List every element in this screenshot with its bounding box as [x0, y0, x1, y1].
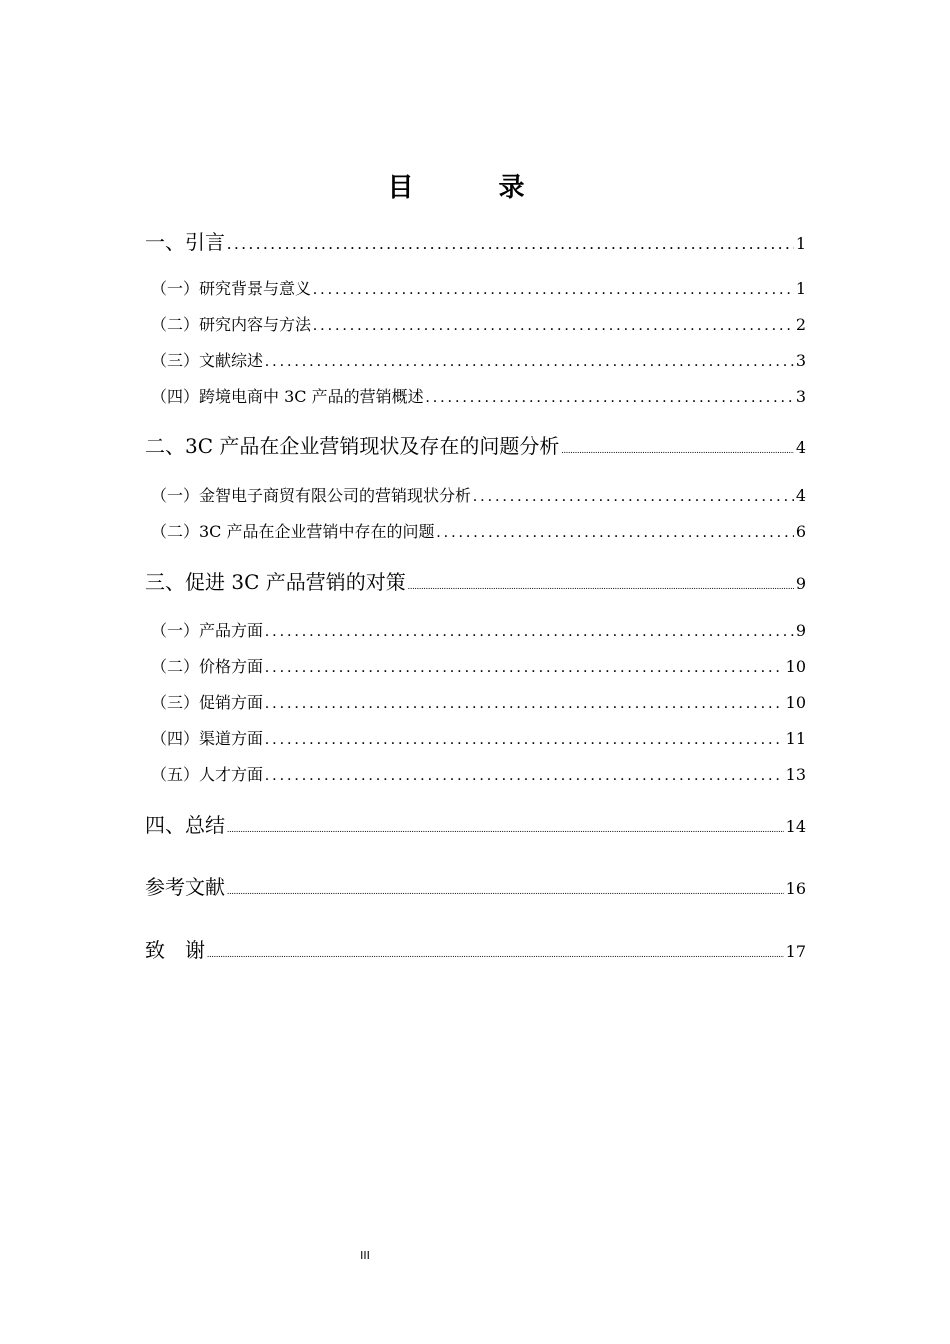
toc-entry-label: 四、总结	[145, 813, 225, 837]
toc-entry-countermeasures[interactable]	[145, 566, 806, 595]
toc-entry-acknowledgement[interactable]	[145, 934, 806, 963]
toc-entry-label: （二）研究内容与方法	[151, 315, 312, 334]
dot-leader	[265, 353, 794, 371]
toc-entry-price[interactable]	[151, 654, 806, 677]
toc-entry-label: （四）跨境电商中 3C 产品的营销概述	[151, 387, 424, 406]
toc-entry-page: 10	[785, 657, 806, 676]
toc-entry-page: 11	[785, 729, 806, 748]
toc-entry-label: （一）金智电子商贸有限公司的营销现状分析	[151, 486, 472, 505]
toc-entry-label: （一）产品方面	[151, 621, 264, 640]
toc-entry-status-problems[interactable]	[145, 430, 806, 459]
toc-entry-label: （二）3C 产品在企业营销中存在的问题	[151, 522, 435, 541]
dot-leader	[408, 581, 794, 591]
toc-entry-label: 参考文献	[145, 875, 225, 899]
page-number-footer: III	[360, 1249, 370, 1262]
toc-entry-page: 2	[795, 315, 806, 334]
toc-entry-page: 13	[785, 765, 806, 784]
toc-entry-label: 三、促进 3C 产品营销的对策	[145, 570, 406, 594]
toc-entry-page: 14	[785, 817, 806, 836]
dot-leader	[265, 731, 784, 749]
toc-entry-page: 1	[795, 279, 806, 298]
dot-leader	[561, 445, 793, 455]
toc-entry-talent[interactable]	[151, 762, 806, 785]
toc-entry-page: 16	[785, 879, 806, 898]
toc-entry-literature[interactable]	[151, 348, 806, 371]
toc-entry-channel[interactable]	[151, 726, 806, 749]
dot-leader	[207, 949, 784, 959]
dot-leader	[265, 767, 784, 785]
toc-entry-product[interactable]	[151, 618, 806, 641]
dot-leader	[426, 389, 794, 407]
toc-entry-page: 4	[795, 438, 806, 457]
toc-entry-label: （三）文献综述	[151, 351, 264, 370]
toc-entry-label: （四）渠道方面	[151, 729, 264, 748]
toc-entry-page: 4	[795, 486, 806, 505]
toc-entry-summary[interactable]	[145, 809, 806, 838]
dot-leader	[227, 234, 794, 254]
toc-entry-page: 9	[795, 574, 806, 593]
dot-leader	[313, 317, 794, 335]
dot-leader	[265, 659, 784, 677]
toc-entry-problems[interactable]	[151, 519, 806, 542]
toc-entry-label: 一、引言	[145, 230, 225, 254]
dot-leader	[265, 623, 794, 641]
dot-leader	[473, 488, 794, 506]
toc-entry-label: （二）价格方面	[151, 657, 264, 676]
toc-entry-label: （三）促销方面	[151, 693, 264, 712]
toc-entry-label: 二、3C 产品在企业营销现状及存在的问题分析	[145, 434, 560, 458]
toc-entry-content-method[interactable]	[151, 312, 806, 335]
toc-entry-label: 致 谢	[145, 938, 205, 962]
toc-entry-page: 6	[795, 522, 806, 541]
toc-entry-overview[interactable]	[151, 384, 806, 407]
dot-leader	[227, 824, 784, 834]
toc-entry-page: 3	[795, 351, 806, 370]
dot-leader	[437, 524, 794, 542]
toc-entry-page: 1	[795, 234, 806, 253]
toc-entry-background[interactable]	[151, 276, 806, 299]
toc-entry-page: 10	[785, 693, 806, 712]
toc-entry-promotion[interactable]	[151, 690, 806, 713]
toc-entry-page: 17	[785, 942, 806, 961]
dot-leader	[313, 281, 794, 299]
toc-entry-page: 9	[795, 621, 806, 640]
dot-leader	[227, 886, 784, 896]
dot-leader	[265, 695, 784, 713]
toc-entry-label: （五）人才方面	[151, 765, 264, 784]
toc-entry-page: 3	[795, 387, 806, 406]
toc-entry-company-status[interactable]	[151, 483, 806, 506]
toc-entry-references[interactable]	[145, 871, 806, 900]
toc-entry-label: （一）研究背景与意义	[151, 279, 312, 298]
toc-title: 目 录	[387, 173, 563, 203]
toc-entry-intro[interactable]	[145, 226, 806, 255]
